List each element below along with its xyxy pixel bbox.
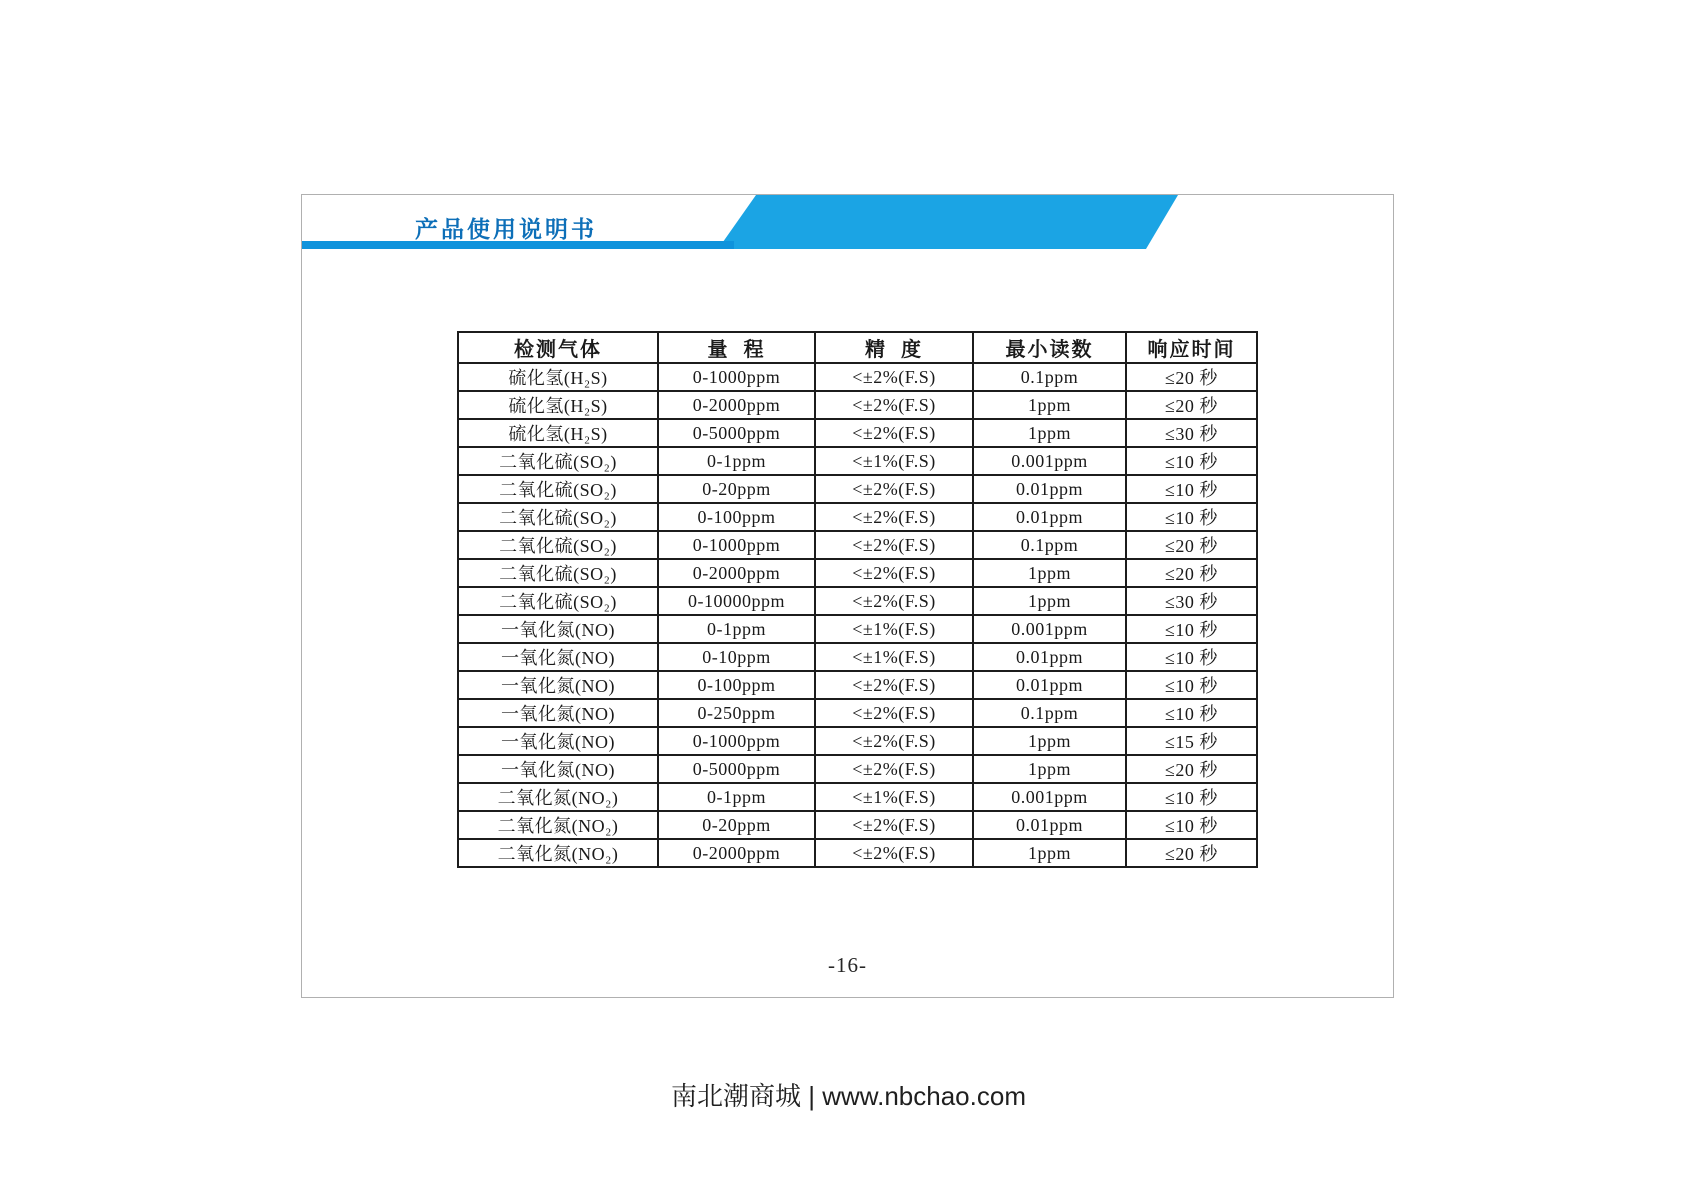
page-number: -16- xyxy=(828,953,867,977)
table-cell: 0-1000ppm xyxy=(658,363,815,391)
table-row xyxy=(458,503,1257,531)
table-cell: 硫化氢(H₂S) xyxy=(458,419,658,447)
table-cell: <±2%(F.S) xyxy=(815,839,973,867)
table-cell: 1ppm xyxy=(973,727,1126,755)
table-cell: ≤20 秒 xyxy=(1126,531,1257,559)
table-cell: <±2%(F.S) xyxy=(815,363,973,391)
table-cell: <±2%(F.S) xyxy=(815,419,973,447)
table-cell: 0.001ppm xyxy=(973,447,1126,475)
table-cell: ≤10 秒 xyxy=(1126,503,1257,531)
table-row xyxy=(458,447,1257,475)
table-cell: ≤10 秒 xyxy=(1126,447,1257,475)
table-cell: 0.001ppm xyxy=(973,615,1126,643)
table-cell: ≤30 秒 xyxy=(1126,419,1257,447)
manual-page xyxy=(301,194,1394,998)
table-cell: 1ppm xyxy=(973,755,1126,783)
table-row xyxy=(458,363,1257,391)
table-cell: ≤20 秒 xyxy=(1126,559,1257,587)
table-cell: ≤10 秒 xyxy=(1126,783,1257,811)
table-cell: 0.01ppm xyxy=(973,811,1126,839)
page-header xyxy=(302,195,1393,249)
spec-table-body xyxy=(458,363,1257,867)
table-cell: 1ppm xyxy=(973,559,1126,587)
table-row xyxy=(458,671,1257,699)
table-cell: 0-10000ppm xyxy=(658,587,815,615)
table-cell: ≤10 秒 xyxy=(1126,671,1257,699)
table-cell: 0.1ppm xyxy=(973,699,1126,727)
table-cell: 0-250ppm xyxy=(658,699,815,727)
table-cell: 0-20ppm xyxy=(658,811,815,839)
table-cell: 一氧化氮(NO) xyxy=(458,699,658,727)
table-cell: 0.01ppm xyxy=(973,643,1126,671)
table-cell: 二氧化硫(SO₂) xyxy=(458,503,658,531)
table-cell: 1ppm xyxy=(973,391,1126,419)
table-cell: <±1%(F.S) xyxy=(815,643,973,671)
table-cell: <±1%(F.S) xyxy=(815,447,973,475)
table-cell: 二氧化氮(NO₂) xyxy=(458,783,658,811)
table-cell: <±2%(F.S) xyxy=(815,811,973,839)
table-row xyxy=(458,419,1257,447)
table-cell: 二氧化硫(SO₂) xyxy=(458,559,658,587)
table-cell: 一氧化氮(NO) xyxy=(458,727,658,755)
table-cell: 0-20ppm xyxy=(658,475,815,503)
table-cell: 0-100ppm xyxy=(658,671,815,699)
header-accent-parallelogram xyxy=(718,195,1178,249)
table-cell: 0-2000ppm xyxy=(658,391,815,419)
table-row xyxy=(458,559,1257,587)
table-cell: <±2%(F.S) xyxy=(815,475,973,503)
table-cell: ≤10 秒 xyxy=(1126,699,1257,727)
table-cell: 0-5000ppm xyxy=(658,755,815,783)
table-row xyxy=(458,727,1257,755)
table-cell: 0-10ppm xyxy=(658,643,815,671)
table-cell: <±2%(F.S) xyxy=(815,699,973,727)
table-cell: 0-2000ppm xyxy=(658,559,815,587)
table-row xyxy=(458,587,1257,615)
gas-spec-table xyxy=(457,331,1258,868)
column-header-range: 量 程 xyxy=(658,332,815,363)
table-cell: 0.01ppm xyxy=(973,671,1126,699)
column-header-accuracy: 精 度 xyxy=(815,332,973,363)
table-cell: 硫化氢(H₂S) xyxy=(458,363,658,391)
table-cell: <±2%(F.S) xyxy=(815,727,973,755)
header-title: 产品使用说明书 xyxy=(415,216,597,242)
column-header-gas: 检测气体 xyxy=(458,332,658,363)
header-row xyxy=(458,332,1257,363)
table-cell: 二氧化氮(NO₂) xyxy=(458,839,658,867)
table-cell: ≤10 秒 xyxy=(1126,811,1257,839)
table-cell: ≤10 秒 xyxy=(1126,643,1257,671)
table-cell: <±2%(F.S) xyxy=(815,391,973,419)
table-cell: ≤30 秒 xyxy=(1126,587,1257,615)
table-cell: 0-2000ppm xyxy=(658,839,815,867)
table-cell: <±2%(F.S) xyxy=(815,587,973,615)
spec-table-header xyxy=(458,332,1257,363)
table-cell: 一氧化氮(NO) xyxy=(458,671,658,699)
table-cell: ≤20 秒 xyxy=(1126,391,1257,419)
table-cell: ≤15 秒 xyxy=(1126,727,1257,755)
table-cell: 0-1000ppm xyxy=(658,531,815,559)
table-row xyxy=(458,699,1257,727)
table-cell: 0.001ppm xyxy=(973,783,1126,811)
table-cell: 0-1000ppm xyxy=(658,727,815,755)
table-cell: <±2%(F.S) xyxy=(815,503,973,531)
table-cell: <±1%(F.S) xyxy=(815,783,973,811)
table-cell: 一氧化氮(NO) xyxy=(458,615,658,643)
table-cell: 1ppm xyxy=(973,839,1126,867)
table-cell: 0.01ppm xyxy=(973,503,1126,531)
table-cell: 一氧化氮(NO) xyxy=(458,755,658,783)
table-cell: 0-1ppm xyxy=(658,447,815,475)
table-cell: <±2%(F.S) xyxy=(815,531,973,559)
table-cell: 二氧化硫(SO₂) xyxy=(458,587,658,615)
table-cell: 硫化氢(H₂S) xyxy=(458,391,658,419)
table-cell: <±2%(F.S) xyxy=(815,559,973,587)
column-header-response-time: 响应时间 xyxy=(1126,332,1257,363)
table-row xyxy=(458,531,1257,559)
table-cell: 1ppm xyxy=(973,587,1126,615)
table-cell: 0-1ppm xyxy=(658,783,815,811)
table-cell: 一氧化氮(NO) xyxy=(458,643,658,671)
table-cell: 二氧化氮(NO₂) xyxy=(458,811,658,839)
table-cell: <±1%(F.S) xyxy=(815,615,973,643)
table-cell: 二氧化硫(SO₂) xyxy=(458,475,658,503)
table-row xyxy=(458,615,1257,643)
table-row xyxy=(458,475,1257,503)
table-row xyxy=(458,643,1257,671)
table-row xyxy=(458,783,1257,811)
table-cell: 0.01ppm xyxy=(973,475,1126,503)
table-cell: 0-5000ppm xyxy=(658,419,815,447)
table-cell: ≤20 秒 xyxy=(1126,363,1257,391)
table-cell: ≤20 秒 xyxy=(1126,755,1257,783)
table-cell: 0-100ppm xyxy=(658,503,815,531)
table-row xyxy=(458,755,1257,783)
table-cell: ≤20 秒 xyxy=(1126,839,1257,867)
table-cell: <±2%(F.S) xyxy=(815,671,973,699)
table-cell: ≤10 秒 xyxy=(1126,475,1257,503)
table-row xyxy=(458,839,1257,867)
table-cell: ≤10 秒 xyxy=(1126,615,1257,643)
table-cell: 0-1ppm xyxy=(658,615,815,643)
site-footer-text: 南北潮商城 | www.nbchao.com xyxy=(671,1081,1026,1111)
table-row xyxy=(458,391,1257,419)
table-row xyxy=(458,811,1257,839)
table-cell: 1ppm xyxy=(973,419,1126,447)
column-header-min-reading: 最小读数 xyxy=(973,332,1126,363)
table-cell: 二氧化硫(SO₂) xyxy=(458,447,658,475)
table-cell: 0.1ppm xyxy=(973,363,1126,391)
table-cell: 0.1ppm xyxy=(973,531,1126,559)
table-cell: <±2%(F.S) xyxy=(815,755,973,783)
table-cell: 二氧化硫(SO₂) xyxy=(458,531,658,559)
